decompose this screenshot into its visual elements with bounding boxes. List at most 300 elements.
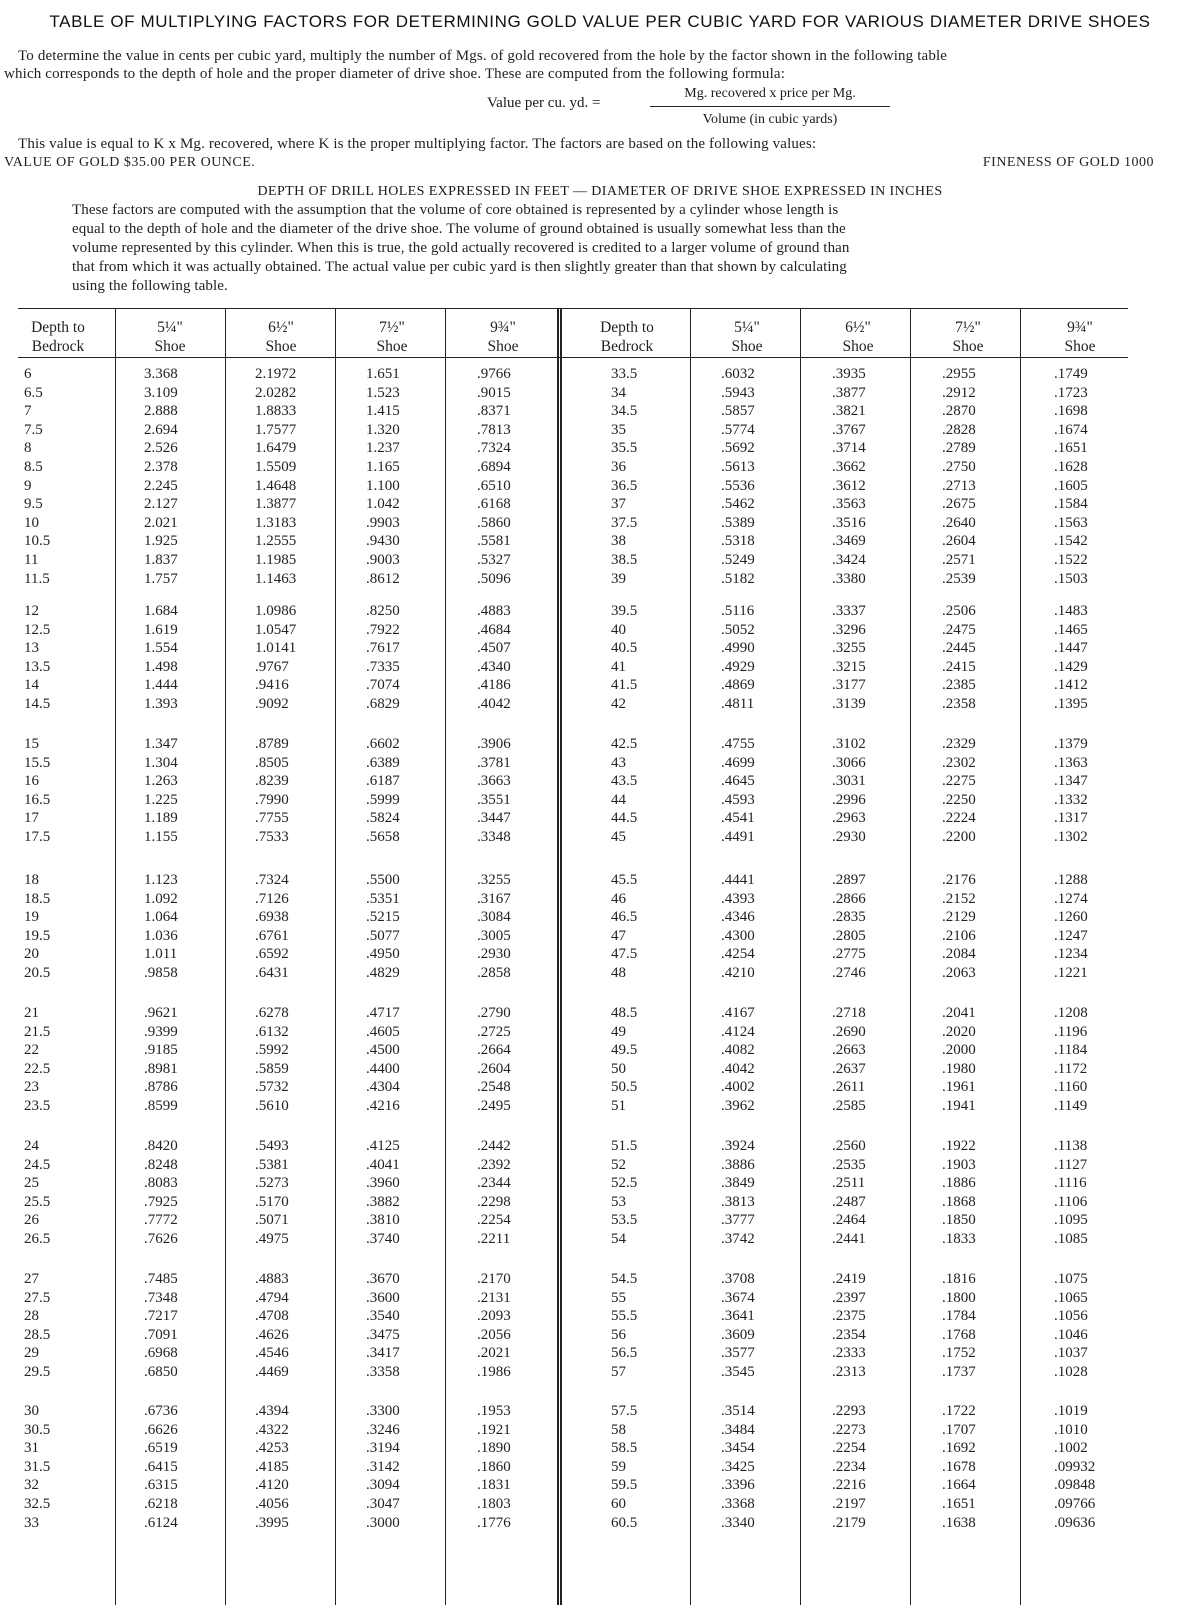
factor-cell: .1903 <box>942 1156 976 1173</box>
depth-cell: 26.5 <box>24 1231 51 1247</box>
factor-cell: .3670 <box>366 1271 400 1287</box>
factor-cell: .4041 <box>366 1156 400 1173</box>
formula-denominator: Volume (in cubic yards) <box>702 112 838 127</box>
factor-cell: .2718 <box>832 1005 866 1021</box>
factor-cell: .2254 <box>832 1440 866 1457</box>
assumption-line-5: using the following table. <box>72 278 228 294</box>
depth-cell: 10 <box>24 514 39 531</box>
factor-cell: .2445 <box>942 640 976 657</box>
factor-cell: .5381 <box>255 1156 289 1173</box>
factor-cell: .2211 <box>477 1231 511 1247</box>
factor-cell: .4002 <box>721 1079 755 1096</box>
factor-cell: .5116 <box>721 603 755 619</box>
factor-cell: .3516 <box>832 514 866 531</box>
depth-cell: 35.5 <box>611 440 638 457</box>
depth-cell: 50 <box>611 1060 626 1077</box>
factor-cell: .4541 <box>721 810 755 827</box>
factor-cell: .4400 <box>366 1060 400 1077</box>
depth-cell: 25 <box>24 1175 39 1192</box>
factor-cell: .1723 <box>1054 384 1088 401</box>
depth-cell: 29 <box>24 1345 39 1362</box>
factor-cell: .9015 <box>477 384 511 401</box>
factor-cell: .5052 <box>721 621 755 638</box>
factor-cell: .9766 <box>477 366 511 382</box>
factor-cell: .1483 <box>1054 603 1088 619</box>
factor-cell: .9858 <box>144 965 178 981</box>
depth-cell: 17 <box>24 810 39 827</box>
depth-cell: 51.5 <box>611 1138 638 1154</box>
factor-cell: .2548 <box>477 1079 511 1096</box>
depth-cell: 51 <box>611 1098 626 1114</box>
factor-cell: .3708 <box>721 1271 755 1287</box>
factor-cell: .6592 <box>255 946 289 963</box>
factor-cell: 1.189 <box>144 810 178 827</box>
factor-cell: .3177 <box>832 677 866 694</box>
factor-cell: 1.1985 <box>255 552 297 568</box>
factor-cell: .4393 <box>721 890 755 907</box>
factor-cell: .5536 <box>721 477 755 494</box>
depth-cell: 44 <box>611 791 626 808</box>
factor-cell: .2275 <box>942 773 976 790</box>
factor-cell: .1160 <box>1054 1079 1088 1096</box>
factor-cell: 1.036 <box>144 927 178 944</box>
factor-cell: .3886 <box>721 1156 755 1173</box>
depth-cell: 31 <box>24 1440 39 1457</box>
depth-cell: 10.5 <box>24 533 51 550</box>
depth-cell: 12 <box>24 603 39 619</box>
factor-cell: 1.304 <box>144 754 178 771</box>
factor-cell: .3139 <box>832 696 866 712</box>
depth-cell: 18.5 <box>24 890 51 907</box>
factor-cell: .7217 <box>144 1308 178 1325</box>
factor-cell: 3.109 <box>144 384 178 401</box>
factor-cell: .3246 <box>366 1421 400 1438</box>
depth-cell: 58 <box>611 1421 626 1438</box>
factor-cell: 1.651 <box>366 366 400 382</box>
factor-cell: .3396 <box>721 1477 755 1494</box>
factor-cell: .4829 <box>366 965 400 981</box>
factor-cell: .4216 <box>366 1098 400 1114</box>
depth-cell: 14.5 <box>24 696 51 712</box>
depth-cell: 32.5 <box>24 1496 51 1512</box>
factor-cell: .3777 <box>721 1212 755 1229</box>
factor-cell: .6415 <box>144 1458 178 1475</box>
factor-cell: 1.837 <box>144 552 178 568</box>
depth-cell: 20.5 <box>24 965 51 981</box>
factor-cell: .9416 <box>255 677 289 694</box>
factor-cell: .2392 <box>477 1156 511 1173</box>
factor-cell: .1707 <box>942 1421 976 1438</box>
depth-cell: 36 <box>611 459 626 475</box>
depth-cell: 16 <box>24 773 39 790</box>
factor-cell: .1860 <box>477 1458 511 1475</box>
factor-cell: .2056 <box>477 1326 511 1343</box>
factor-cell: 2.1972 <box>255 366 297 382</box>
factor-cell: .2216 <box>832 1477 866 1494</box>
factor-cell: 2.245 <box>144 477 178 494</box>
column-header-shoe <box>803 318 913 356</box>
fineness-of-gold: FINENESS OF GOLD 1000 <box>982 155 1154 170</box>
column-header-shoe <box>337 318 447 356</box>
factor-cell: .7617 <box>366 640 400 657</box>
depth-cell: 35 <box>611 421 626 438</box>
factor-cell: .4699 <box>721 754 755 771</box>
depth-cell: 53.5 <box>611 1212 638 1229</box>
column-header-line-1: 9¾" <box>490 319 516 336</box>
factor-cell: .1317 <box>1054 810 1088 827</box>
factor-cell: .2506 <box>942 603 976 619</box>
factor-cell: .2713 <box>942 477 976 494</box>
depth-cell: 41 <box>611 658 626 675</box>
depth-cell: 56.5 <box>611 1345 638 1362</box>
factor-cell: .09766 <box>1054 1496 1096 1512</box>
factor-cell: .4929 <box>721 658 755 675</box>
factor-cell: .4469 <box>255 1364 289 1380</box>
factor-cell: .4254 <box>721 946 755 963</box>
factor-cell: .2106 <box>942 927 976 944</box>
depth-cell: 28.5 <box>24 1326 51 1343</box>
depth-cell: 21.5 <box>24 1023 51 1040</box>
factor-cell: .6389 <box>366 754 400 771</box>
factor-cell: 1.757 <box>144 570 178 587</box>
factor-cell: .3545 <box>721 1364 755 1380</box>
depth-cell: 22 <box>24 1042 39 1059</box>
factor-cell: .2930 <box>832 829 866 845</box>
factor-cell: .2063 <box>942 965 976 981</box>
factor-cell: .1868 <box>942 1193 976 1210</box>
factor-cell: .4253 <box>255 1440 289 1457</box>
factor-cell: .4394 <box>255 1403 289 1419</box>
factor-cell: .1274 <box>1054 890 1088 907</box>
factor-cell: .4185 <box>255 1458 289 1475</box>
factor-cell: .4869 <box>721 677 755 694</box>
column-header-line-2: Shoe <box>1064 338 1096 355</box>
factor-cell: .1208 <box>1054 1005 1088 1021</box>
column-header-line-2: Shoe <box>376 338 408 355</box>
factor-cell: .6278 <box>255 1005 289 1021</box>
factor-cell: .2870 <box>942 403 976 420</box>
table-column-rule <box>1020 308 1021 1605</box>
factor-cell: .5732 <box>255 1079 289 1096</box>
factor-cell: .4300 <box>721 927 755 944</box>
factor-cell: .2585 <box>832 1098 866 1114</box>
factor-cell: .2835 <box>832 909 866 926</box>
depth-cell: 60 <box>611 1496 626 1512</box>
table-column-rule <box>800 308 801 1605</box>
factor-cell: 1.393 <box>144 696 178 712</box>
factor-cell: .4056 <box>255 1496 289 1512</box>
factor-cell: .1638 <box>942 1514 976 1531</box>
factor-cell: .3047 <box>366 1496 400 1512</box>
factor-cell: .1961 <box>942 1079 976 1096</box>
factor-cell: 1.7577 <box>255 421 297 438</box>
depth-cell: 29.5 <box>24 1364 51 1380</box>
factor-cell: .3641 <box>721 1308 755 1325</box>
factor-cell: .1010 <box>1054 1421 1088 1438</box>
factor-cell: .8789 <box>255 736 289 752</box>
factor-cell: .3255 <box>477 872 511 888</box>
depth-cell: 13 <box>24 640 39 657</box>
factor-cell: .5493 <box>255 1138 289 1154</box>
intro-line-1: To determine the value in cents per cubic yard, multiply the number of Mgs. of gold recovered from the hole by the factor shown in the following table <box>18 48 948 64</box>
factor-cell: .2397 <box>832 1289 866 1306</box>
factor-cell: .1664 <box>942 1477 976 1494</box>
factor-cell: .2955 <box>942 366 976 382</box>
factor-cell: .4755 <box>721 736 755 752</box>
depth-cell: 30 <box>24 1403 39 1419</box>
factor-cell: 1.554 <box>144 640 178 657</box>
depth-cell: 60.5 <box>611 1514 638 1531</box>
factor-cell: .9430 <box>366 533 400 550</box>
depth-cell: 11.5 <box>24 570 50 587</box>
factor-cell: 3.368 <box>144 366 178 382</box>
factor-cell: .2640 <box>942 514 976 531</box>
factor-cell: 1.165 <box>366 459 400 475</box>
depth-cell: 27 <box>24 1271 39 1287</box>
factor-cell: .1002 <box>1054 1440 1088 1457</box>
factor-cell: .2293 <box>832 1403 866 1419</box>
factor-cell: .2750 <box>942 459 976 475</box>
factor-cell: .5857 <box>721 403 755 420</box>
factor-cell: .6168 <box>477 496 511 513</box>
factor-cell: .2487 <box>832 1193 866 1210</box>
table-column-rule <box>910 308 911 1605</box>
factor-cell: 2.378 <box>144 459 178 475</box>
factor-cell: .2176 <box>942 872 976 888</box>
factor-cell: .1651 <box>1054 440 1088 457</box>
column-header-shoe <box>692 318 802 356</box>
factor-cell: .4883 <box>477 603 511 619</box>
column-header-line-2: Shoe <box>952 338 984 355</box>
factor-cell: .1138 <box>1054 1138 1088 1154</box>
depth-cell: 34.5 <box>611 403 638 420</box>
factor-cell: .1768 <box>942 1326 976 1343</box>
factor-cell: .3514 <box>721 1403 755 1419</box>
factor-cell: .2234 <box>832 1458 866 1475</box>
table-column-rule <box>225 308 226 1605</box>
factor-cell: .1816 <box>942 1271 976 1287</box>
factor-cell: .3469 <box>832 533 866 550</box>
factor-cell: .6124 <box>144 1514 178 1531</box>
factor-cell: .3094 <box>366 1477 400 1494</box>
factor-cell: 1.0547 <box>255 621 297 638</box>
factor-cell: .4500 <box>366 1042 400 1059</box>
factor-cell: .4883 <box>255 1271 289 1287</box>
factor-cell: 1.225 <box>144 791 178 808</box>
factor-cell: .1628 <box>1054 459 1088 475</box>
depth-cell: 6 <box>24 366 32 382</box>
factor-cell: .8248 <box>144 1156 178 1173</box>
factor-cell: .3102 <box>832 736 866 752</box>
depth-cell: 50.5 <box>611 1079 638 1096</box>
factor-cell: .5992 <box>255 1042 289 1059</box>
factor-cell: .5462 <box>721 496 755 513</box>
factor-cell: .8505 <box>255 754 289 771</box>
table-header-rule <box>18 357 1128 358</box>
factor-cell: .2725 <box>477 1023 511 1040</box>
factor-cell: .8981 <box>144 1060 178 1077</box>
factor-cell: .6218 <box>144 1496 178 1512</box>
factor-cell: .2775 <box>832 946 866 963</box>
factor-cell: .4626 <box>255 1326 289 1343</box>
depth-cell: 15.5 <box>24 754 51 771</box>
depth-cell: 48 <box>611 965 626 981</box>
factor-cell: .3454 <box>721 1440 755 1457</box>
factor-cell: .2131 <box>477 1289 511 1306</box>
factor-cell: .3340 <box>721 1514 755 1531</box>
factor-cell: .1065 <box>1054 1289 1088 1306</box>
factor-cell: .09636 <box>1054 1514 1096 1531</box>
factor-cell: .2084 <box>942 946 976 963</box>
table-top-rule <box>18 308 1128 309</box>
factor-cell: .6626 <box>144 1421 178 1438</box>
factor-cell: .6602 <box>366 736 400 752</box>
factor-cell: 1.523 <box>366 384 400 401</box>
factor-cell: .1288 <box>1054 872 1088 888</box>
factor-cell: .2020 <box>942 1023 976 1040</box>
factor-cell: .4605 <box>366 1023 400 1040</box>
column-header-line-2: Shoe <box>487 338 519 355</box>
factor-cell: .1800 <box>942 1289 976 1306</box>
factor-cell: .2675 <box>942 496 976 513</box>
factor-cell: 1.123 <box>144 872 178 888</box>
factor-cell: .2442 <box>477 1138 511 1154</box>
factor-cell: .2637 <box>832 1060 866 1077</box>
factor-cell: .5170 <box>255 1193 289 1210</box>
factor-cell: .3368 <box>721 1496 755 1512</box>
depth-cell: 53 <box>611 1193 626 1210</box>
factor-cell: .5859 <box>255 1060 289 1077</box>
factor-cell: .7813 <box>477 421 511 438</box>
factor-cell: .4042 <box>477 696 511 712</box>
factor-cell: .4645 <box>721 773 755 790</box>
factor-cell: .1749 <box>1054 366 1088 382</box>
depth-cell: 26 <box>24 1212 39 1229</box>
factor-cell: .3337 <box>832 603 866 619</box>
factor-cell: .4593 <box>721 791 755 808</box>
factor-cell: .4507 <box>477 640 511 657</box>
depth-cell: 17.5 <box>24 829 51 845</box>
factor-cell: .3877 <box>832 384 866 401</box>
factor-cell: .5077 <box>366 927 400 944</box>
factor-cell: .2963 <box>832 810 866 827</box>
factor-cell: .3563 <box>832 496 866 513</box>
table-column-rule <box>445 308 446 1605</box>
factor-cell: .9185 <box>144 1042 178 1059</box>
factor-cell: .3609 <box>721 1326 755 1343</box>
factor-cell: .5351 <box>366 890 400 907</box>
factor-cell: .5658 <box>366 829 400 845</box>
table-column-rule <box>560 308 562 1605</box>
factor-cell: .9621 <box>144 1005 178 1021</box>
factor-cell: .3066 <box>832 754 866 771</box>
factor-cell: .4322 <box>255 1421 289 1438</box>
depth-cell: 36.5 <box>611 477 638 494</box>
factor-cell: .7922 <box>366 621 400 638</box>
value-of-gold: VALUE OF GOLD $35.00 PER OUNCE. <box>4 155 256 170</box>
factor-cell: .4304 <box>366 1079 400 1096</box>
factor-cell: .7755 <box>255 810 289 827</box>
factor-cell: .8420 <box>144 1138 178 1154</box>
depth-cell: 9 <box>24 477 32 494</box>
factor-cell: .3924 <box>721 1138 755 1154</box>
factor-cell: .2571 <box>942 552 976 568</box>
depth-cell: 12.5 <box>24 621 51 638</box>
depth-cell: 52 <box>611 1156 626 1173</box>
column-header-shoe <box>913 318 1023 356</box>
factor-cell: .3084 <box>477 909 511 926</box>
factor-cell: .4125 <box>366 1138 400 1154</box>
column-header-line-2: Bedrock <box>31 338 85 355</box>
factor-cell: 1.8833 <box>255 403 297 420</box>
factor-cell: .9092 <box>255 696 289 712</box>
assumption-line-3: volume represented by this cylinder. When this is true, the gold actually recovered is credited to a larger volume of ground than <box>72 240 850 256</box>
factor-cell: .2495 <box>477 1098 511 1114</box>
factor-cell: .4491 <box>721 829 755 845</box>
factor-cell: .3663 <box>477 773 511 790</box>
intro-line-2: which corresponds to the depth of hole and the proper diameter of drive shoe. These are computed from the following formula: <box>4 66 786 82</box>
factor-cell: .1429 <box>1054 658 1088 675</box>
factor-cell: 2.526 <box>144 440 178 457</box>
factor-cell: .2200 <box>942 829 976 845</box>
factor-cell: .3882 <box>366 1193 400 1210</box>
depth-cell: 14 <box>24 677 39 694</box>
factor-cell: 1.6479 <box>255 440 297 457</box>
factor-cell: .3995 <box>255 1514 289 1531</box>
factor-cell: 1.925 <box>144 533 178 550</box>
factor-cell: .1833 <box>942 1231 976 1247</box>
factor-cell: .5860 <box>477 514 511 531</box>
factor-cell: .3781 <box>477 754 511 771</box>
factor-cell: .4167 <box>721 1005 755 1021</box>
depth-cell: 27.5 <box>24 1289 51 1306</box>
factor-cell: .3031 <box>832 773 866 790</box>
factor-cell: .5327 <box>477 552 511 568</box>
factor-cell: .2912 <box>942 384 976 401</box>
depth-cell: 40.5 <box>611 640 638 657</box>
column-header-line-1: 7½" <box>379 319 405 336</box>
factor-cell: .1379 <box>1054 736 1088 752</box>
factor-cell: .5182 <box>721 570 755 587</box>
factor-cell: .4546 <box>255 1345 289 1362</box>
factor-cell: 2.694 <box>144 421 178 438</box>
document-title: TABLE OF MULTIPLYING FACTORS FOR DETERMINING GOLD VALUE PER CUBIC YARD FOR VARIOUS DIAMETER DRIVE SHOES <box>49 12 1151 31</box>
factor-cell: .2790 <box>477 1005 511 1021</box>
factor-cell: .1776 <box>477 1514 511 1531</box>
column-header-line-1: 5¼" <box>157 319 183 336</box>
table-column-rule <box>335 308 336 1605</box>
depth-cell: 48.5 <box>611 1005 638 1021</box>
factor-cell: .2441 <box>832 1231 866 1247</box>
factor-cell: 1.347 <box>144 736 178 752</box>
factor-cell: .3417 <box>366 1345 400 1362</box>
factor-cell: .2329 <box>942 736 976 752</box>
factor-cell: .09932 <box>1054 1458 1096 1475</box>
depth-cell: 23 <box>24 1079 39 1096</box>
factor-cell: .09848 <box>1054 1477 1096 1494</box>
factor-cell: .2254 <box>477 1212 511 1229</box>
depth-cell: 57.5 <box>611 1403 638 1419</box>
factor-cell: .8250 <box>366 603 400 619</box>
depth-cell: 38 <box>611 533 626 550</box>
depth-cell: 45 <box>611 829 626 845</box>
factor-cell: .2805 <box>832 927 866 944</box>
depth-cell: 54 <box>611 1231 626 1247</box>
factor-cell: .3810 <box>366 1212 400 1229</box>
factor-cell: .7626 <box>144 1231 178 1247</box>
factor-cell: .2930 <box>477 946 511 963</box>
factor-cell: .1503 <box>1054 570 1088 587</box>
